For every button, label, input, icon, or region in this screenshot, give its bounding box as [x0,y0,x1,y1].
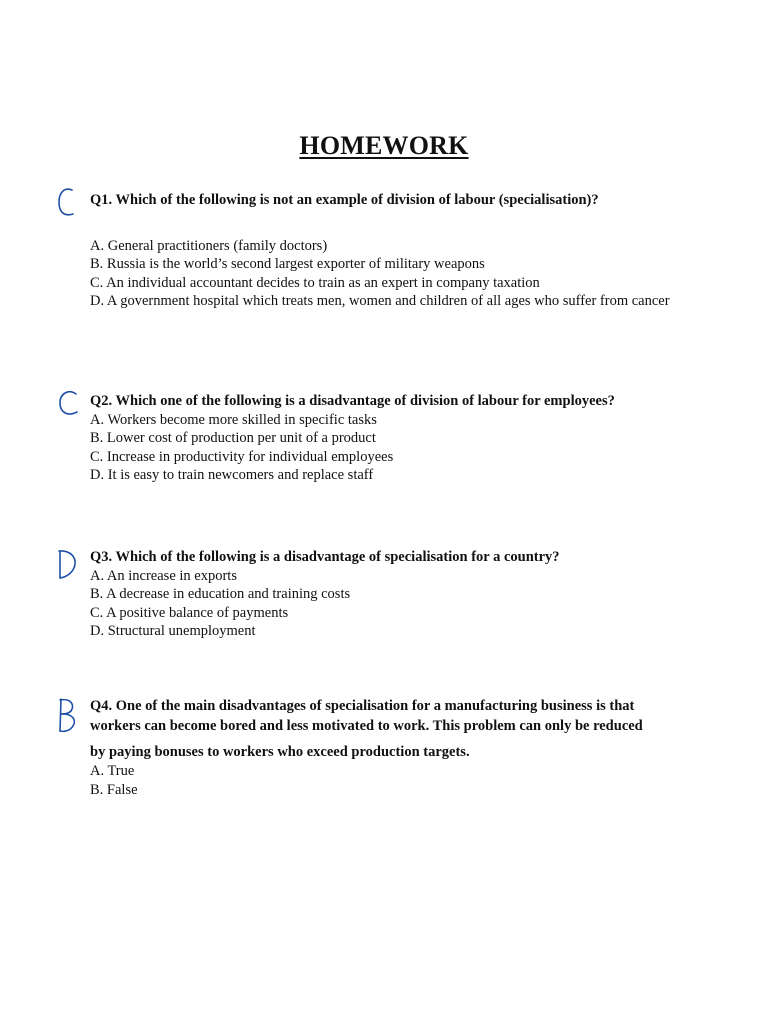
question-1-option-a: A. General practitioners (family doctors) [90,237,328,254]
question-3-option-b: B. A decrease in education and training costs [90,586,351,603]
question-4-text-line-3: by paying bonuses to workers who exceed production targets. [90,744,470,760]
question-1-option-d: D. A government hospital which treats men, women and children of all ages who suffer from cancer [90,293,670,310]
question-2-option-a: A. Workers become more skilled in specific tasks [90,411,377,428]
question-2 [90,392,678,485]
question-3 [90,548,678,641]
question-3-text: Q3. Which of the following is a disadvantage of specialisation for a country? [90,549,560,565]
question-4-option-b: B. False [90,781,138,798]
question-2-option-b: B. Lower cost of production per unit of a product [90,430,376,447]
question-1-text: Q1. Which of the following is not an example of division of labour (specialisation)? [90,192,599,208]
question-4 [90,696,678,799]
question-3-option-d: D. Structural unemployment [90,623,256,640]
handwritten-answer-c-q1 [55,186,77,220]
page-title: HOMEWORK [299,131,469,160]
question-4-option-a: A. True [90,763,135,779]
question-4-text-line-2: workers can become bored and less motivated to work. This problem can only be reduced [90,718,643,734]
question-1-option-b: B. Russia is the world’s second largest exporter of military weapons [90,256,485,273]
question-3-option-a: A. An increase in exports [90,567,237,584]
handwritten-answer-d-q3 [56,547,78,581]
question-2-text: Q2. Which one of the following is a disadvantage of division of labour for employees? [90,393,615,409]
question-1 [90,191,678,311]
handwritten-answer-b-q4 [55,696,77,734]
handwritten-answer-c-q2 [57,388,79,422]
question-2-option-d: D. It is easy to train newcomers and replace staff [90,467,374,484]
question-4-text-line-1: Q4. One of the main disadvantages of specialisation for a manufacturing business is that [90,698,635,714]
question-2-option-c: C. Increase in productivity for individual employees [90,448,394,465]
question-3-option-c: C. A positive balance of payments [90,604,289,621]
question-1-option-c: C. An individual accountant decides to train as an expert in company taxation [90,274,540,291]
